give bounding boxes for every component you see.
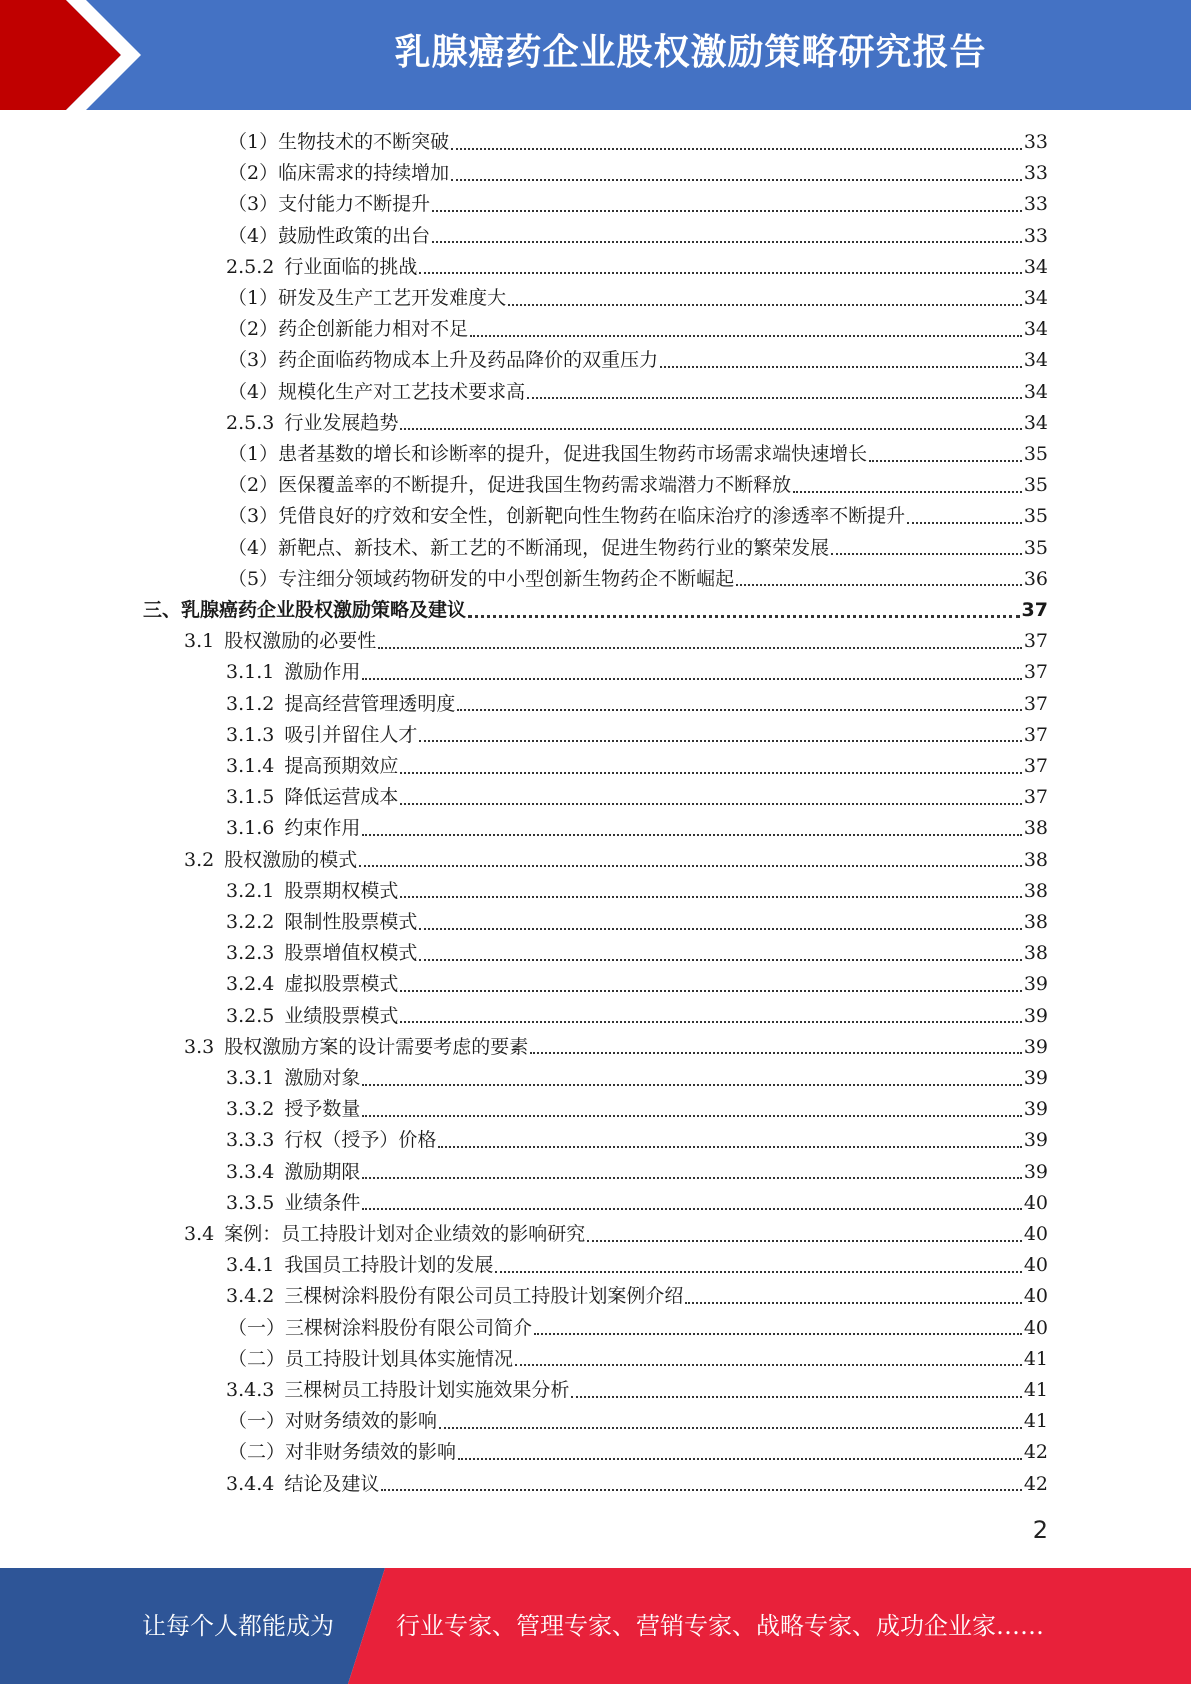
- toc-entry-title: 生物技术的不断突破: [278, 131, 450, 153]
- toc-entry-number: 3.2.1: [226, 879, 275, 902]
- toc-dot-leader: [515, 1364, 1022, 1366]
- toc-entry-title: 研发及生产工艺开发难度大: [278, 287, 507, 309]
- page-footer: [0, 1568, 1191, 1684]
- toc-entry-page: 37: [1021, 599, 1048, 621]
- toc-entry-title: 专注细分领域药物研发的中小型创新生物药企不断崛起: [278, 567, 735, 590]
- toc-entry-marker: （1）: [228, 443, 279, 465]
- toc-entry-title: 授予数量: [284, 1098, 361, 1121]
- toc-entry-number: 3.2: [184, 848, 215, 871]
- toc-entry[interactable]: [226, 907, 1048, 938]
- toc-dot-leader: [378, 647, 1022, 649]
- toc-entry-page: 36: [1023, 567, 1048, 590]
- toc-dot-leader: [419, 272, 1021, 274]
- toc-entry-page: 33: [1023, 162, 1048, 185]
- toc-entry-title: 临床需求的持续增加: [278, 162, 450, 185]
- toc-dot-leader: [451, 179, 1022, 181]
- toc-dot-leader: [362, 1084, 1021, 1086]
- toc-entry-page: 37: [1023, 692, 1048, 715]
- toc-entry[interactable]: [228, 221, 1048, 252]
- toc-entry-page: 42: [1023, 1441, 1048, 1464]
- toc-entry-title: 股票期权模式: [284, 879, 399, 902]
- toc-entry[interactable]: [226, 969, 1048, 1000]
- toc-entry[interactable]: [226, 252, 1048, 283]
- toc-entry-page: 40: [1023, 1223, 1048, 1245]
- toc-dot-leader: [362, 1177, 1021, 1179]
- toc-entry[interactable]: [228, 1313, 1048, 1344]
- toc-entry-title: 吸引并留住人才: [284, 723, 418, 746]
- toc-entry-title: 约束作用: [284, 817, 361, 840]
- toc-entry-number: 3.1.4: [226, 755, 275, 777]
- toc-entry-page: 39: [1023, 1067, 1048, 1089]
- toc-entry-page: 34: [1023, 349, 1048, 372]
- toc-entry-page: 40: [1023, 1191, 1048, 1214]
- toc-entry-number: 3.2.3: [226, 942, 275, 965]
- toc-dot-leader: [362, 1115, 1021, 1117]
- toc-entry-number: 3.2.5: [226, 1004, 275, 1027]
- toc-entry-number: 3.3.5: [226, 1191, 275, 1214]
- toc-entry-page: 37: [1023, 661, 1048, 684]
- toc-entry-number: 3.3.2: [226, 1098, 275, 1121]
- toc-dot-leader: [530, 1052, 1022, 1054]
- toc-entry-page: 40: [1023, 1254, 1048, 1277]
- toc-entry-marker: （4）: [228, 536, 279, 559]
- toc-dot-leader: [470, 335, 1022, 337]
- toc-entry-title: 鼓励性政策的出台: [278, 224, 431, 247]
- footer-slogan-left: 让每个人都能成为: [142, 1612, 334, 1640]
- toc-entry-number: 3.4: [184, 1223, 215, 1245]
- toc-entry[interactable]: [226, 689, 1048, 720]
- toc-entry-title: 三棵树涂料股份有限公司简介: [285, 1316, 533, 1339]
- toc-entry-marker: （一）: [228, 1410, 286, 1433]
- toc-entry-marker: （4）: [228, 380, 279, 403]
- toc-entry[interactable]: [228, 1344, 1048, 1375]
- toc-entry-title: 股权激励的模式: [224, 848, 358, 871]
- toc-entry-number: 3.1.5: [226, 786, 275, 809]
- toc-entry[interactable]: [226, 813, 1048, 844]
- toc-dot-leader: [400, 428, 1021, 430]
- toc-entry-number: 3.1.1: [226, 661, 275, 684]
- toc-dot-leader: [432, 241, 1022, 243]
- toc-entry-marker: （二）: [228, 1441, 286, 1464]
- toc-entry-page: 39: [1023, 1035, 1048, 1058]
- toc-entry-title: 限制性股票模式: [284, 911, 418, 933]
- toc-entry-title: 对非财务绩效的影响: [285, 1441, 457, 1464]
- toc-entry-title: 凭借良好的疗效和安全性，创新靶向性生物药在临床治疗的渗透率不断提升: [278, 505, 906, 528]
- toc-entry[interactable]: [228, 377, 1048, 408]
- toc-entry-number: 3.4.4: [226, 1472, 275, 1495]
- toc-entry[interactable]: [143, 595, 1048, 626]
- toc-entry-page: 41: [1023, 1379, 1048, 1401]
- toc-entry[interactable]: [226, 1250, 1048, 1281]
- toc-dot-leader: [381, 1489, 1021, 1491]
- toc-entry[interactable]: [226, 1001, 1048, 1032]
- toc-entry[interactable]: [228, 127, 1048, 158]
- toc-entry-page: 38: [1023, 911, 1048, 933]
- toc-dot-leader: [736, 584, 1022, 586]
- toc-entry-page: 38: [1023, 942, 1048, 965]
- toc-entry-title: 药企面临药物成本上升及药品降价的双重压力: [278, 349, 659, 372]
- toc-dot-leader: [869, 460, 1022, 462]
- toc-entry-page: 35: [1023, 536, 1048, 559]
- toc-entry[interactable]: [228, 564, 1048, 595]
- toc-entry-marker: （2）: [228, 162, 279, 185]
- toc-entry-title: 行业面临的挑战: [284, 255, 418, 278]
- toc-entry[interactable]: [226, 657, 1048, 688]
- toc-entry[interactable]: [228, 283, 1048, 314]
- toc-entry-page: 41: [1023, 1347, 1048, 1370]
- toc-dot-leader: [907, 522, 1022, 524]
- toc-entry-title: 行业发展趋势: [284, 411, 399, 434]
- toc-dot-leader: [793, 491, 1022, 493]
- toc-dot-leader: [571, 1396, 1021, 1398]
- toc-entry-title: 新靶点、新技术、新工艺的不断涌现，促进生物药行业的繁荣发展: [278, 536, 830, 559]
- toc-entry-title: 三、乳腺癌药企业股权激励策略及建议: [143, 599, 467, 621]
- toc-dot-leader: [534, 1333, 1022, 1335]
- toc-entry[interactable]: [226, 1469, 1048, 1500]
- toc-entry[interactable]: [228, 158, 1048, 189]
- toc-entry[interactable]: [226, 1063, 1048, 1094]
- toc-entry-number: 3.3.4: [226, 1160, 275, 1183]
- toc-entry[interactable]: [184, 1032, 1048, 1063]
- toc-entry-page: 37: [1023, 723, 1048, 746]
- toc-entry-number: 3.1.3: [226, 723, 275, 746]
- toc-entry[interactable]: [226, 1281, 1048, 1312]
- toc-entry-marker: （1）: [228, 131, 279, 153]
- toc-dot-leader: [685, 1302, 1021, 1304]
- toc-entry-page: 39: [1023, 1160, 1048, 1183]
- toc-entry-title: 案例：员工持股计划对企业绩效的影响研究: [224, 1223, 586, 1245]
- toc-entry-title: 支付能力不断提升: [278, 193, 431, 216]
- toc-dot-leader: [400, 990, 1021, 992]
- toc-entry-page: 33: [1023, 193, 1048, 216]
- toc-entry-page: 37: [1023, 755, 1048, 777]
- toc-dot-leader: [362, 1208, 1021, 1210]
- toc-entry[interactable]: [184, 1219, 1048, 1250]
- toc-entry-number: 3.4.1: [226, 1254, 275, 1277]
- toc-entry-number: 3.1: [184, 630, 215, 653]
- toc-entry-marker: （3）: [228, 505, 279, 528]
- toc-entry-title: 激励期限: [284, 1160, 361, 1183]
- toc-entry-title: 虚拟股票模式: [284, 973, 399, 996]
- toc-entry-title: 药企创新能力相对不足: [278, 318, 469, 341]
- toc-entry[interactable]: [226, 751, 1048, 782]
- toc-entry[interactable]: [184, 845, 1048, 876]
- toc-dot-leader: [457, 709, 1021, 711]
- toc-entry-title: 业绩条件: [284, 1191, 361, 1214]
- toc-dot-leader: [432, 210, 1022, 212]
- toc-entry-page: 39: [1023, 1129, 1048, 1152]
- toc-entry[interactable]: [226, 720, 1048, 751]
- toc-entry-page: 40: [1023, 1285, 1048, 1308]
- toc-entry-page: 39: [1023, 973, 1048, 996]
- toc-entry-title: 医保覆盖率的不断提升，促进我国生物药需求端潜力不断释放: [278, 474, 792, 497]
- toc-dot-leader: [400, 1021, 1021, 1023]
- toc-entry-title: 三棵树涂料股份有限公司员工持股计划案例介绍: [284, 1285, 684, 1308]
- toc-entry[interactable]: [226, 1094, 1048, 1125]
- toc-entry[interactable]: [226, 1157, 1048, 1188]
- toc-dot-leader: [400, 803, 1021, 805]
- toc-entry[interactable]: [226, 938, 1048, 969]
- toc-entry-title: 业绩股票模式: [284, 1004, 399, 1027]
- report-title: 乳腺癌药企业股权激励策略研究报告: [394, 32, 987, 73]
- toc-entry-page: 42: [1023, 1472, 1048, 1495]
- toc-entry-page: 37: [1023, 630, 1048, 653]
- toc-entry-page: 33: [1023, 224, 1048, 247]
- toc-entry[interactable]: [226, 1125, 1048, 1156]
- page-header: [0, 0, 1191, 110]
- toc-entry-marker: （3）: [228, 349, 279, 372]
- toc-entry[interactable]: [184, 626, 1048, 657]
- toc-entry-number: 2.5.2: [226, 255, 275, 278]
- toc-entry-marker: （1）: [228, 287, 279, 309]
- toc-entry-page: 33: [1023, 131, 1048, 153]
- toc-dot-leader: [495, 1271, 1021, 1273]
- toc-entry-marker: （二）: [228, 1347, 286, 1370]
- toc-entry-number: 3.3: [184, 1035, 215, 1058]
- toc-dot-leader: [400, 772, 1021, 774]
- toc-entry-page: 35: [1023, 443, 1048, 465]
- toc-dot-leader: [458, 1458, 1022, 1460]
- toc-entry[interactable]: [228, 533, 1048, 564]
- toc-entry-title: 股权激励方案的设计需要考虑的要素: [224, 1035, 529, 1058]
- toc-entry[interactable]: [228, 1406, 1048, 1437]
- toc-entry-page: 34: [1023, 287, 1048, 309]
- toc-dot-leader: [439, 1427, 1022, 1429]
- toc-entry-marker: （2）: [228, 318, 279, 341]
- toc-dot-leader: [362, 678, 1021, 680]
- toc-entry-title: 提高预期效应: [284, 755, 399, 777]
- toc-entry[interactable]: [228, 189, 1048, 220]
- toc-entry[interactable]: [226, 782, 1048, 813]
- toc-entry[interactable]: [226, 876, 1048, 907]
- toc-entry-number: 3.4.2: [226, 1285, 275, 1308]
- toc-entry-title: 我国员工持股计划的发展: [284, 1254, 494, 1277]
- toc-entry-title: 激励作用: [284, 661, 361, 684]
- toc-entry[interactable]: [226, 1188, 1048, 1219]
- toc-entry[interactable]: [228, 314, 1048, 345]
- toc-dot-leader: [831, 553, 1022, 555]
- toc-entry-number: 3.3.1: [226, 1067, 275, 1089]
- toc-entry-number: 3.3.3: [226, 1129, 275, 1152]
- page-number: 2: [1032, 1516, 1048, 1544]
- toc-entry-title: 患者基数的增长和诊断率的提升，促进我国生物药市场需求端快速增长: [278, 443, 868, 465]
- toc-dot-leader: [419, 959, 1021, 961]
- toc-entry-page: 41: [1023, 1410, 1048, 1433]
- toc-entry-page: 39: [1023, 1098, 1048, 1121]
- toc-dot-leader: [451, 148, 1022, 150]
- toc-entry-page: 38: [1023, 848, 1048, 871]
- toc-entry-title: 降低运营成本: [284, 786, 399, 809]
- toc-entry[interactable]: [228, 345, 1048, 376]
- toc-dot-leader: [468, 615, 1020, 618]
- toc-dot-leader: [359, 865, 1022, 867]
- toc-dot-leader: [419, 740, 1021, 742]
- header-chevron-decoration: [0, 0, 160, 110]
- toc-dot-leader: [508, 304, 1022, 306]
- toc-entry-title: 股权激励的必要性: [224, 630, 377, 653]
- toc-entry-page: 35: [1023, 474, 1048, 497]
- toc-entry-marker: （5）: [228, 567, 279, 590]
- toc-entry-title: 员工持股计划具体实施情况: [285, 1347, 514, 1370]
- toc-entry-number: 3.1.2: [226, 692, 275, 715]
- toc-entry[interactable]: [228, 501, 1048, 532]
- toc-entry-page: 39: [1023, 1004, 1048, 1027]
- toc-entry-page: 37: [1023, 786, 1048, 809]
- footer-slogan-right: 行业专家、管理专家、营销专家、战略专家、成功企业家……: [396, 1612, 1044, 1640]
- toc-dot-leader: [587, 1240, 1022, 1242]
- toc-entry-title: 行权（授予）价格: [284, 1129, 437, 1152]
- toc-entry-page: 38: [1023, 817, 1048, 840]
- toc-entry-page: 34: [1023, 380, 1048, 403]
- toc-entry-marker: （3）: [228, 193, 279, 216]
- toc-dot-leader: [400, 896, 1021, 898]
- toc-entry[interactable]: [228, 470, 1048, 501]
- toc-dot-leader: [438, 1146, 1021, 1148]
- toc-entry-title: 激励对象: [284, 1067, 361, 1089]
- toc-entry-page: 40: [1023, 1316, 1048, 1339]
- toc-entry-marker: （2）: [228, 474, 279, 497]
- toc-entry-page: 34: [1023, 318, 1048, 341]
- toc-entry[interactable]: [228, 439, 1048, 470]
- toc-dot-leader: [660, 366, 1022, 368]
- toc-entry-number: 3.2.4: [226, 973, 275, 996]
- toc-entry-title: 对财务绩效的影响: [285, 1410, 438, 1433]
- toc-entry-page: 35: [1023, 505, 1048, 528]
- toc-entry-title: 结论及建议: [284, 1472, 380, 1495]
- toc-entry-title: 规模化生产对工艺技术要求高: [278, 380, 526, 403]
- toc-entry-marker: （4）: [228, 224, 279, 247]
- toc-entry-number: 3.4.3: [226, 1379, 275, 1401]
- toc-dot-leader: [362, 834, 1021, 836]
- toc-entry-page: 38: [1023, 879, 1048, 902]
- toc-entry-marker: （一）: [228, 1316, 286, 1339]
- toc-entry-page: 34: [1023, 255, 1048, 278]
- toc-entry-title: 股票增值权模式: [284, 942, 418, 965]
- toc-entry-number: 3.1.6: [226, 817, 275, 840]
- toc-entry-title: 三棵树员工持股计划实施效果分析: [284, 1379, 570, 1401]
- toc-entry[interactable]: [226, 408, 1048, 439]
- toc-dot-leader: [527, 397, 1022, 399]
- toc-entry-number: 3.2.2: [226, 911, 275, 933]
- toc-entry-number: 2.5.3: [226, 411, 275, 434]
- toc-entry-title: 提高经营管理透明度: [284, 692, 456, 715]
- toc-dot-leader: [419, 928, 1021, 930]
- toc-entry[interactable]: [226, 1375, 1048, 1406]
- toc-entry-page: 34: [1023, 411, 1048, 434]
- toc-entry[interactable]: [228, 1437, 1048, 1468]
